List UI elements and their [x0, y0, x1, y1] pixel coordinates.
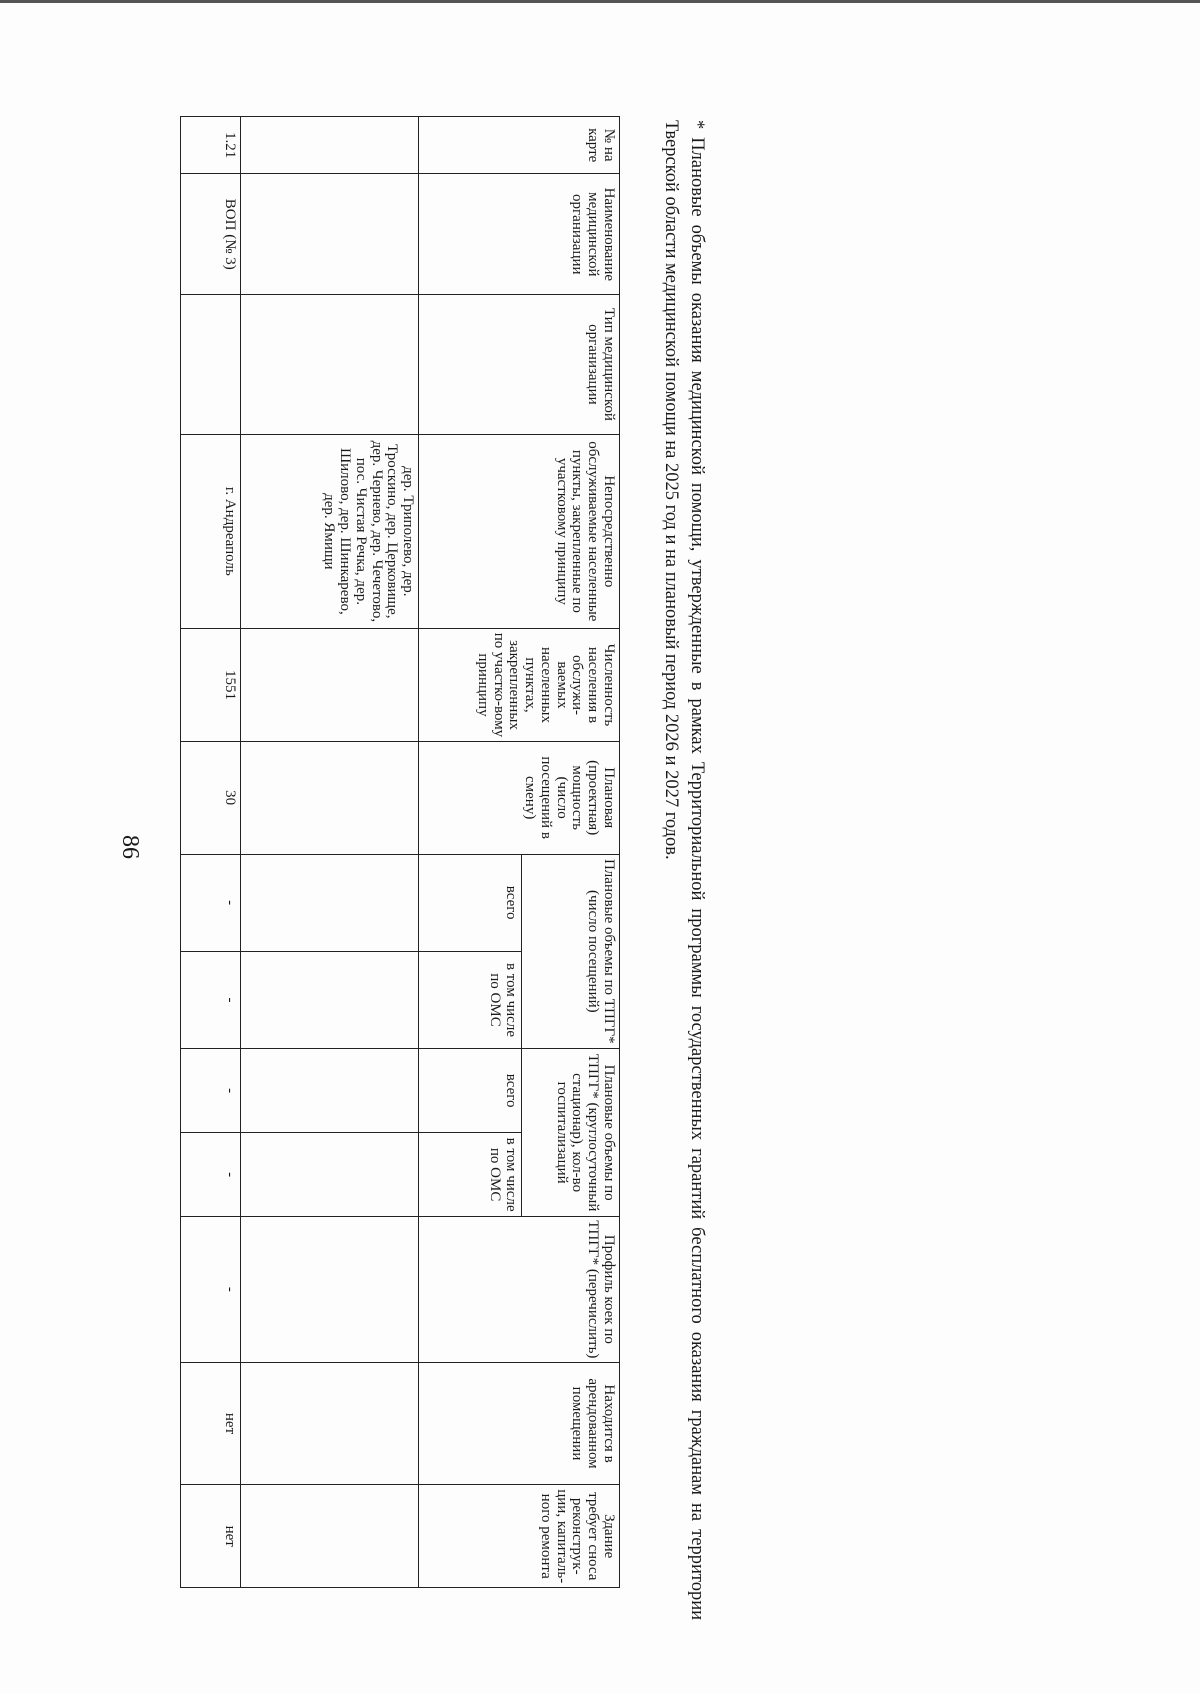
cell-served: г. Андреаполь [181, 434, 241, 629]
header-name: Наименование медицинской организации [419, 174, 620, 295]
cell-served: дер. Триполево, дер. Троскино, дер. Церковище, дер. Чернево, дер. Чечетово, пос. Чистая Речка, дер. Шилово, дер. Шинкарево, дер. Ямищи [240, 434, 419, 629]
cell-visits-oms [240, 951, 419, 1048]
cell-hosp-oms: - [181, 1133, 241, 1217]
header-visits: Плановые объемы по ТПГГ* (число посещений) [522, 854, 620, 1049]
cell-num [240, 117, 419, 174]
subheader-hosp-total: всего [419, 1049, 522, 1133]
footnote: * Плановые объемы оказания медицинской помощи, утвержденные в рамках Территориальной программы государственных гарантий бесплатного оказания гражданам на территории Тверской области медицинской помощи на 2025 год и на плановый период 2026 и 2027 годов. [661, 120, 707, 1620]
header-capacity: Плановая (проектная) мощность (число посещений в смену) [419, 741, 620, 854]
subheader-hosp-oms: в том числе по ОМС [419, 1133, 522, 1217]
header-served: Непосредственно обслуживаемые населенные пункты, закрепленные по участковому принципу [419, 434, 620, 629]
cell-beds [240, 1217, 419, 1362]
header-type: Тип медицинской организации [419, 295, 620, 434]
header-num: № на карте [419, 117, 620, 174]
cell-name: ВОП (№ 3) [181, 174, 241, 295]
cell-name [240, 174, 419, 295]
scan-edge [0, 0, 1200, 3]
table-row [240, 117, 419, 1588]
cell-type [181, 295, 241, 434]
header-hosp: Плановые объемы по ТПГГ* (круглосуточный стационар), кол-во госпитализаций [522, 1049, 620, 1217]
cell-visits-oms: - [181, 951, 241, 1048]
cell-hosp-total [240, 1049, 419, 1133]
header-repair: Здание требует сноса реконструк-ции, капиталь-ного ремонта [419, 1485, 620, 1588]
cell-beds: - [181, 1217, 241, 1362]
cell-type [240, 295, 419, 434]
cell-visits-total: - [181, 854, 241, 951]
table-row [181, 117, 241, 1588]
cell-hosp-total: - [181, 1049, 241, 1133]
cell-rented [240, 1362, 419, 1485]
cell-hosp-oms [240, 1133, 419, 1217]
cell-capacity [240, 741, 419, 854]
facility-table-rotated [180, 116, 620, 1588]
subheader-visits-total: всего [419, 854, 522, 951]
cell-rented: нет [181, 1362, 241, 1485]
header-beds: Профиль коек по ТПГГ* (перечислить) [419, 1217, 620, 1362]
header-rented: Находится в арендованном помещении [419, 1362, 620, 1485]
cell-num: 1.21 [181, 117, 241, 174]
cell-repair: нет [181, 1485, 241, 1588]
cell-population: 1551 [181, 629, 241, 742]
cell-repair [240, 1485, 419, 1588]
subheader-visits-oms: в том числе по ОМС [419, 951, 522, 1048]
page-number: 86 [117, 835, 143, 859]
cell-visits-total [240, 854, 419, 951]
cell-capacity: 30 [181, 741, 241, 854]
cell-population [240, 629, 419, 742]
facility-table [180, 116, 620, 1588]
header-population: Численность населения в обслужи-ваемых населенных пунктах, закрепленных по участко-вому принципу [419, 629, 620, 742]
